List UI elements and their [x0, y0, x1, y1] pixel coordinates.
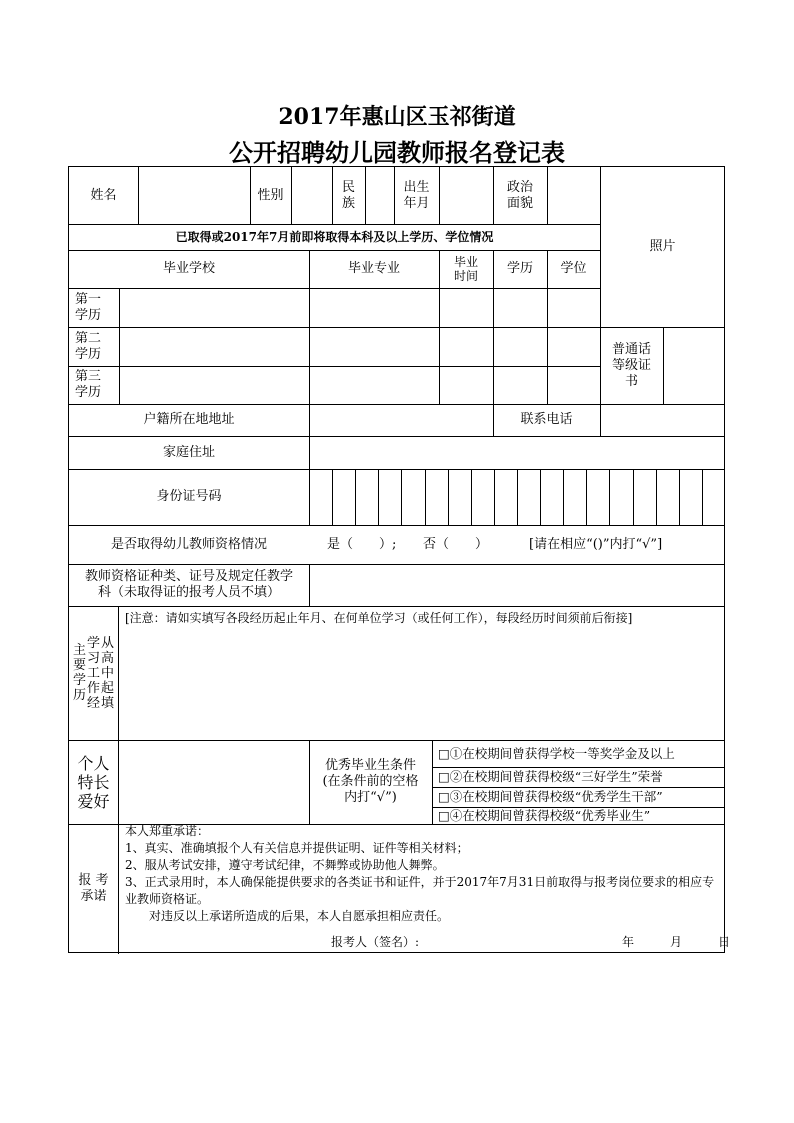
promise-label: 报 考 承诺 — [78, 873, 109, 904]
promise-line: 本人郑重承诺： — [125, 824, 210, 838]
form-title-line1: 2017年惠山区玉祁街道 — [278, 104, 516, 130]
form-title-line2: 公开招聘幼儿园教师报名登记表 — [229, 138, 565, 167]
signature-label[interactable]: 报考人（签名）: — [331, 935, 420, 949]
qualification-note: [请在相应“()”内打“√”] — [529, 536, 663, 552]
id-digit-divider — [471, 469, 472, 525]
id-digit-divider — [448, 469, 449, 525]
promise-line: 对违反以上承诺所造成的后果，本人自愿承担相应责任。 — [125, 909, 450, 923]
signature-date[interactable]: 年 月 日 — [622, 935, 731, 949]
resume-label — [69, 606, 118, 740]
promise-line: 1、真实、准确填报个人有关信息并提供证明、证件等相关材料； — [125, 841, 469, 855]
id-digit-divider — [517, 469, 518, 525]
hobby-label: 个人 特长 爱好 — [77, 753, 110, 811]
rule — [69, 366, 600, 367]
hukou-label: 户籍所在地地址 — [143, 412, 235, 427]
col-school: 毕业学校 — [162, 261, 215, 276]
edu-row-label: 第一 学历 — [75, 291, 102, 323]
qualification-label: 是否取得幼儿教师资格情况 — [110, 536, 267, 552]
col-grad-time: 毕业 时间 — [453, 255, 478, 283]
id-digit-divider — [378, 469, 379, 525]
id-digit-divider — [702, 469, 703, 525]
rule — [309, 564, 310, 606]
teacher-cert-label — [69, 564, 309, 606]
id-digit-divider — [540, 469, 541, 525]
resume-label-left: 主 要 学 历 — [72, 643, 86, 703]
promise-line: 3、正式录用时，本人确保能提供要求的各类证书和证件，并于2017年7月31日前取得与报考岗位要求的相应专业教师资格证。 — [125, 875, 715, 906]
edu-row-label: 第二 学历 — [75, 330, 102, 362]
education-header: 已取得或2017年7月前即将取得本科及以上学历、学位情况 — [175, 230, 494, 244]
id-digit-divider — [609, 469, 610, 525]
name-label: 姓名 — [90, 187, 117, 203]
politics-label: 政治 面貌 — [506, 179, 533, 211]
id-digit-divider — [494, 469, 495, 525]
excellent-grad-label: 优秀毕业生条件 (在条件前的空格 内打“√”) — [322, 758, 419, 805]
id-number-label: 身份证号码 — [156, 489, 222, 504]
edu-row-label: 第三 学历 — [75, 369, 102, 400]
excellent-option-4[interactable]: □④在校期间曾获得校级“优秀毕业生” — [438, 807, 651, 823]
photo-box[interactable]: 照片 — [649, 239, 676, 254]
mandarin-cert-label: 普通话 等级证 书 — [611, 341, 651, 389]
resume-label-sub: 学 习 工 作 经 — [86, 635, 100, 711]
id-digit-divider — [401, 469, 402, 525]
rule — [432, 740, 433, 824]
rule — [69, 606, 725, 607]
rule — [309, 436, 310, 525]
home-address-label: 家庭住址 — [162, 444, 215, 460]
resume-label-right: 从 高 中 起 填 — [100, 635, 114, 711]
teacher-cert-label-line2: 科（未取得证的报考人员不填） — [97, 585, 280, 600]
birth-label: 出生 年月 — [403, 179, 430, 211]
teacher-cert-label-line1: 教师资格证种类、证号及规定任教学 — [84, 569, 293, 584]
qualification-no[interactable]: 否（ ） — [423, 536, 489, 552]
id-digit-divider — [425, 469, 426, 525]
rule — [69, 288, 600, 289]
col-major: 毕业专业 — [347, 261, 400, 276]
gender-field[interactable] — [291, 167, 332, 224]
id-digit-divider — [679, 469, 680, 525]
qualification-yes[interactable]: 是（ ）; — [327, 536, 397, 552]
resume-note: [注意：请如实填写各段经历起止年月、在何单位学习（或任何工作），每段经历时间须前后衔接] — [125, 611, 633, 625]
gender-label: 性别 — [257, 187, 284, 203]
rule — [118, 606, 119, 954]
promise-line: 2、服从考试安排，遵守考试纪律，不舞弊或协助他人舞弊。 — [125, 858, 445, 872]
excellent-option-3[interactable]: □③在校期间曾获得校级“优秀学生干部” — [438, 789, 663, 804]
id-digit-divider — [633, 469, 634, 525]
id-digit-divider — [355, 469, 356, 525]
ethnicity-label: 民 族 — [341, 179, 355, 211]
promise-text — [125, 823, 722, 925]
col-academic-degree: 学位 — [560, 261, 587, 276]
phone-label: 联系电话 — [520, 412, 573, 427]
id-digit-divider — [656, 469, 657, 525]
rule — [119, 288, 120, 404]
name-field[interactable] — [138, 167, 250, 224]
excellent-option-1[interactable]: □①在校期间曾获得学校一等奖学金及以上 — [438, 745, 675, 761]
rule — [600, 404, 601, 436]
politics-field[interactable] — [547, 167, 600, 224]
id-digit-divider — [332, 469, 333, 525]
rule — [663, 327, 664, 404]
birth-field[interactable] — [439, 167, 493, 224]
col-degree: 学历 — [506, 261, 533, 276]
registration-form — [68, 166, 731, 953]
excellent-option-2[interactable]: □②在校期间曾获得校级“三好学生”荣誉 — [438, 769, 663, 784]
ethnicity-field[interactable] — [365, 167, 394, 224]
id-digit-divider — [563, 469, 564, 525]
id-digit-divider — [586, 469, 587, 525]
